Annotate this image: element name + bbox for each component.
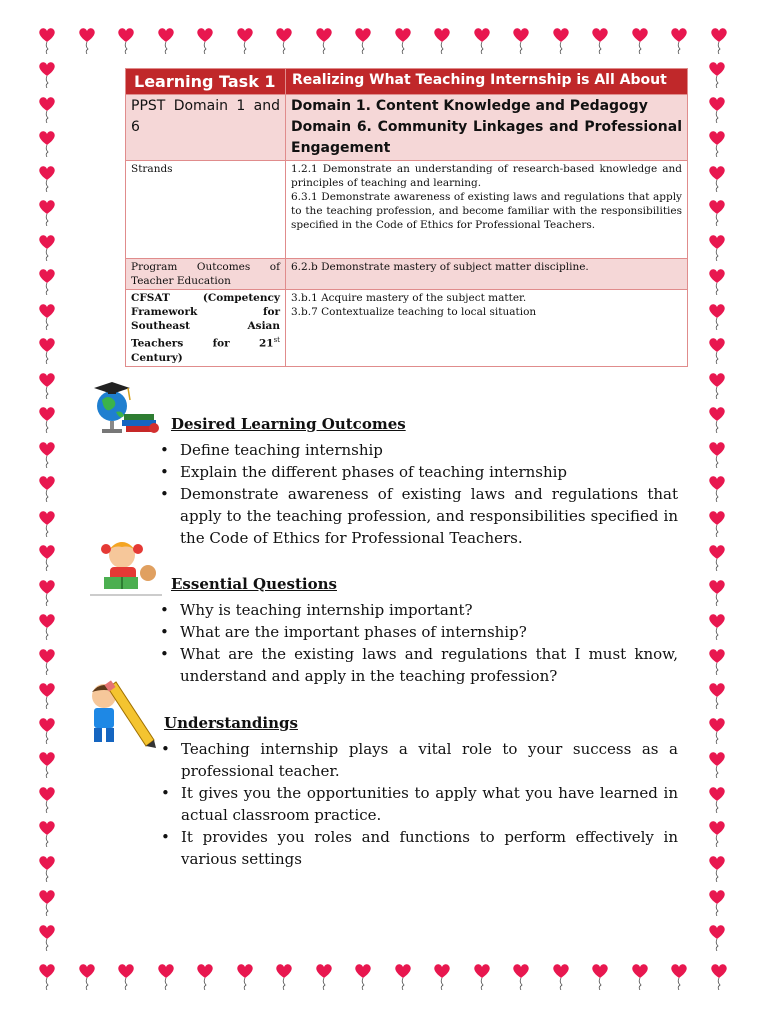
program-value: 6.2.b Demonstrate mastery of subject matter discipline.: [286, 259, 688, 290]
heart-icon: [708, 612, 726, 640]
heart-icon: [38, 923, 56, 951]
list-item: • Demonstrate awareness of existing laws and regulations that apply to the teaching profession, and responsibilities specified in the Code of Ethics for Professional Teachers.: [158, 483, 678, 549]
heart-icon: [38, 302, 56, 330]
list-item: • Teaching internship plays a vital role to your success as a professional teacher.: [159, 738, 678, 782]
outcomes-title: Desired Learning Outcomes: [171, 415, 406, 433]
cfsat-value-1: 3.b.1 Acquire mastery of the subject matter.: [291, 292, 527, 304]
domain-label: PPST Domain 1 and 6: [126, 95, 286, 161]
heart-icon: [78, 962, 96, 990]
strands-values: [286, 161, 688, 259]
cfsat-value-2: 3.b.7 Contextualize teaching to local situation: [291, 306, 537, 318]
heart-icon: [38, 60, 56, 88]
heart-icon: [708, 888, 726, 916]
heart-icon: [512, 962, 530, 990]
heart-icon: [38, 509, 56, 537]
outcomes-list: [158, 439, 678, 549]
heart-icon: [708, 819, 726, 847]
list-item: • It gives you the opportunities to apply what you have learned in actual classroom practice.: [159, 782, 678, 826]
heart-icon: [631, 26, 649, 54]
heart-icon: [708, 509, 726, 537]
heart-icon: [38, 129, 56, 157]
heart-icon: [591, 962, 609, 990]
heart-icon: [38, 26, 56, 54]
heart-icon: [38, 336, 56, 364]
heart-icon: [38, 785, 56, 813]
cfsat-label: [126, 290, 286, 367]
heart-icon: [708, 405, 726, 433]
cfsat-label-text: CFSAT (Competency Framework for Southeast Asian Teachers for 21: [131, 292, 280, 350]
heart-icon: [708, 474, 726, 502]
heart-icon: [512, 26, 530, 54]
heart-icon: [38, 750, 56, 778]
heart-icon: [38, 962, 56, 990]
heart-icon: [708, 302, 726, 330]
heart-icon: [394, 26, 412, 54]
heart-icon: [710, 962, 728, 990]
heart-icon: [708, 543, 726, 571]
heart-icon: [38, 95, 56, 123]
heart-icon: [708, 267, 726, 295]
list-item: • Why is teaching internship important?: [158, 599, 678, 621]
heart-icon: [275, 962, 293, 990]
heart-icon: [196, 26, 214, 54]
heart-icon: [708, 923, 726, 951]
heart-icon: [38, 233, 56, 261]
heart-icon: [708, 336, 726, 364]
strands-row: [126, 161, 688, 259]
heart-icon: [708, 647, 726, 675]
heart-icon: [473, 962, 491, 990]
heart-icon: [708, 716, 726, 744]
heart-icon: [38, 854, 56, 882]
understandings-title: Understandings: [164, 714, 298, 732]
heart-icon: [394, 962, 412, 990]
heart-icon: [157, 26, 175, 54]
program-row: [126, 259, 688, 290]
heart-icon: [315, 962, 333, 990]
header-right: Realizing What Teaching Internship is All About: [286, 69, 688, 95]
heart-icon: [552, 26, 570, 54]
heart-icon: [38, 440, 56, 468]
heart-icon: [78, 26, 96, 54]
cfsat-sup: st: [273, 336, 280, 344]
cfsat-row: [126, 290, 688, 367]
heart-icon: [38, 681, 56, 709]
domain-value-1: Domain 1. Content Knowledge and Pedagogy: [291, 98, 648, 114]
questions-title: Essential Questions: [171, 575, 337, 593]
cfsat-values: [286, 290, 688, 367]
heart-icon: [708, 164, 726, 192]
heart-icon: [38, 647, 56, 675]
domain-row: [126, 95, 688, 161]
heart-icon: [196, 962, 214, 990]
heart-icon: [236, 962, 254, 990]
heart-icon: [38, 164, 56, 192]
list-item: • Define teaching internship: [158, 439, 678, 461]
heart-icon: [117, 26, 135, 54]
heart-icon: [708, 750, 726, 778]
heart-icon: [591, 26, 609, 54]
heart-icon: [38, 819, 56, 847]
heart-icon: [708, 198, 726, 226]
boy-pencil-illustration: [82, 678, 158, 748]
table-header-row: [126, 69, 688, 95]
header-left: Learning Task 1: [126, 69, 286, 95]
list-item: • What are the important phases of internship?: [158, 621, 678, 643]
heart-icon: [670, 962, 688, 990]
heart-icon: [708, 95, 726, 123]
domain-values: [286, 95, 688, 161]
list-item: • What are the existing laws and regulations that I must know, understand and apply in the teaching profession?: [158, 643, 678, 687]
girl-reading-illustration: [88, 533, 164, 599]
heart-icon: [552, 962, 570, 990]
heart-icon: [38, 578, 56, 606]
globe-books-illustration: [90, 378, 162, 436]
heart-icon: [433, 962, 451, 990]
strand-2: 6.3.1 Demonstrate awareness of existing laws and regulations that apply to the teaching profession, and become familiar with the responsibilities specified in the Code of Ethics for Professional Teachers.: [291, 191, 682, 231]
heart-icon: [708, 371, 726, 399]
heart-icon: [315, 26, 333, 54]
heart-icon: [433, 26, 451, 54]
heart-icon: [670, 26, 688, 54]
heart-icon: [354, 26, 372, 54]
heart-icon: [38, 405, 56, 433]
heart-icon: [708, 854, 726, 882]
heart-icon: [38, 888, 56, 916]
list-item: • It provides you roles and functions to perform effectively in various settings: [159, 826, 678, 870]
heart-icon: [708, 129, 726, 157]
learning-task-table: [125, 68, 688, 367]
cfsat-label-end: Century): [131, 351, 183, 364]
strand-1: 1.2.1 Demonstrate an understanding of research-based knowledge and principles of teaching and learning.: [291, 163, 682, 189]
understandings-list: [159, 738, 678, 870]
heart-icon: [710, 26, 728, 54]
heart-icon: [38, 371, 56, 399]
heart-icon: [275, 26, 293, 54]
list-item: • Explain the different phases of teaching internship: [158, 461, 678, 483]
heart-icon: [708, 233, 726, 261]
heart-icon: [157, 962, 175, 990]
heart-icon: [708, 785, 726, 813]
heart-icon: [38, 543, 56, 571]
strands-label: Strands: [126, 161, 286, 259]
heart-icon: [354, 962, 372, 990]
heart-icon: [708, 578, 726, 606]
heart-icon: [38, 716, 56, 744]
heart-icon: [473, 26, 491, 54]
heart-icon: [708, 60, 726, 88]
domain-value-2: Domain 6. Community Linkages and Professional Engagement: [291, 119, 682, 156]
heart-icon: [236, 26, 254, 54]
heart-icon: [38, 474, 56, 502]
heart-icon: [38, 612, 56, 640]
heart-icon: [631, 962, 649, 990]
heart-icon: [708, 681, 726, 709]
heart-icon: [708, 440, 726, 468]
questions-list: [158, 599, 678, 687]
heart-icon: [38, 267, 56, 295]
program-label: Program Outcomes of Teacher Education: [126, 259, 286, 290]
heart-icon: [117, 962, 135, 990]
heart-icon: [38, 198, 56, 226]
